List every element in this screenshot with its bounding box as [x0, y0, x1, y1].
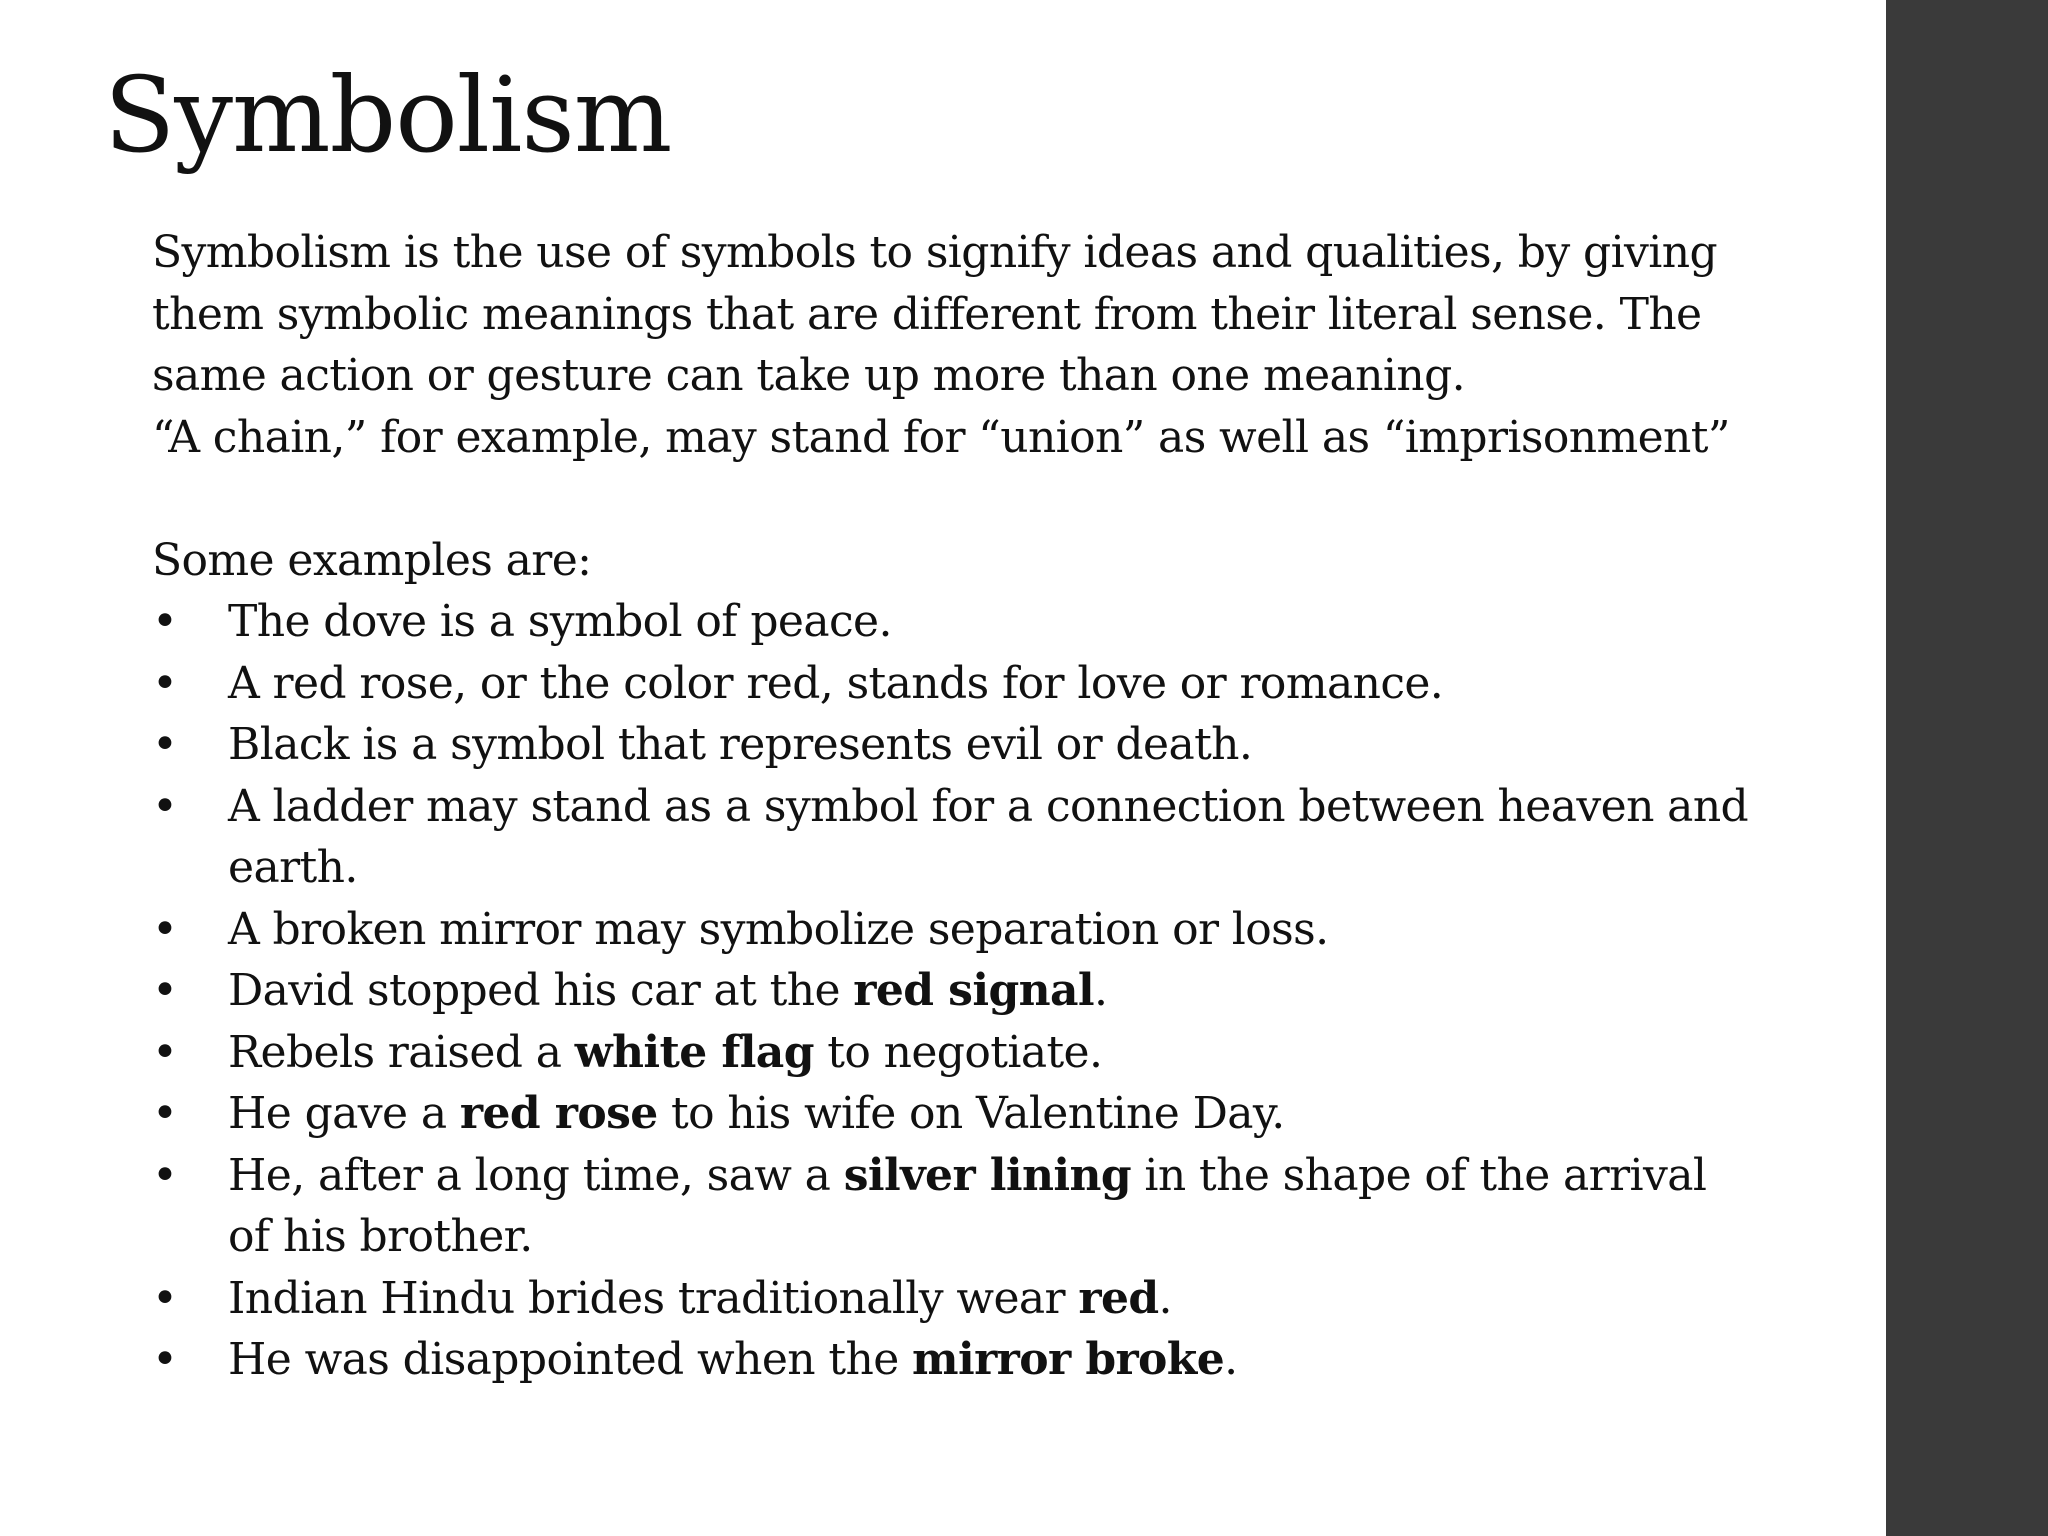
- list-item: [152, 653, 1872, 715]
- item-text: Indian Hindu brides traditionally wear: [228, 1272, 1079, 1324]
- definition-line: them symbolic meanings that are different from their literal sense. The: [152, 288, 1702, 340]
- definition-paragraph: [152, 222, 1872, 468]
- list-item: [152, 591, 1872, 653]
- item-line: [228, 899, 1872, 961]
- slide-content: [152, 222, 1872, 1391]
- item-line: [228, 1268, 1872, 1330]
- bullet-icon: •: [152, 657, 178, 709]
- bullet-icon: •: [152, 1088, 178, 1139]
- item-line: [228, 960, 1872, 1022]
- emphasized-term: red rose: [459, 1088, 658, 1139]
- bullet-icon: •: [152, 596, 178, 647]
- slide-title: Symbolism: [104, 54, 672, 176]
- bullet-icon: •: [152, 1149, 178, 1201]
- item-line: [228, 1206, 1872, 1268]
- list-item: [152, 714, 1872, 776]
- item-text: .: [1158, 1272, 1172, 1324]
- emphasized-term: silver lining: [843, 1149, 1132, 1201]
- list-item: [152, 776, 1872, 899]
- item-text: David stopped his car at the: [228, 965, 854, 1016]
- definition-line: Symbolism is the use of symbols to signify ideas and qualities, by giving: [152, 227, 1718, 278]
- list-item: [152, 1083, 1872, 1145]
- list-item: [152, 1268, 1872, 1330]
- item-text: to his wife on Valentine Day.: [657, 1088, 1285, 1139]
- list-item: [152, 960, 1872, 1022]
- item-text: .: [1094, 965, 1108, 1016]
- emphasized-term: white flag: [574, 1026, 814, 1078]
- bullet-icon: •: [152, 903, 178, 955]
- list-item: [152, 1022, 1872, 1084]
- item-line: [228, 776, 1872, 838]
- item-line: [228, 837, 1872, 899]
- item-text: Black is a symbol that represents evil or death.: [228, 719, 1253, 770]
- item-text: He, after a long time, saw a: [228, 1149, 844, 1201]
- examples-intro: Some examples are:: [152, 534, 592, 586]
- bullet-icon: •: [152, 719, 178, 770]
- emphasized-term: red signal: [853, 965, 1095, 1016]
- emphasized-term: mirror broke: [912, 1334, 1225, 1385]
- item-text: He was disappointed when the: [228, 1334, 913, 1385]
- bullet-icon: •: [152, 1272, 178, 1324]
- item-line: [228, 653, 1872, 715]
- item-text: .: [1224, 1334, 1238, 1385]
- bullet-icon: •: [152, 780, 178, 832]
- list-item: [152, 899, 1872, 961]
- definition-line: same action or gesture can take up more than one meaning.: [152, 350, 1466, 401]
- item-text: to negotiate.: [813, 1026, 1103, 1078]
- item-text: A red rose, or the color red, stands for love or romance.: [228, 657, 1444, 709]
- item-line: [228, 591, 1872, 653]
- item-line: [228, 714, 1872, 776]
- item-text: He gave a: [228, 1088, 460, 1139]
- list-item: [152, 1145, 1872, 1268]
- item-text: A ladder may stand as a symbol for a connection between heaven and: [228, 780, 1749, 832]
- item-text: Rebels raised a: [228, 1026, 575, 1078]
- examples-list: [152, 591, 1872, 1391]
- emphasized-term: red: [1078, 1272, 1159, 1324]
- bullet-icon: •: [152, 1334, 178, 1385]
- list-item: [152, 1329, 1872, 1391]
- item-text: earth.: [228, 842, 358, 893]
- item-text: The dove is a symbol of peace.: [228, 596, 892, 647]
- item-line: [228, 1022, 1872, 1084]
- bullet-icon: •: [152, 965, 178, 1016]
- item-line: [228, 1145, 1872, 1207]
- item-text: A broken mirror may symbolize separation or loss.: [228, 903, 1329, 955]
- item-line: [228, 1083, 1872, 1145]
- definition-line: “A chain,” for example, may stand for “union” as well as “imprisonment”: [152, 411, 1730, 463]
- bullet-icon: •: [152, 1026, 178, 1078]
- item-text: in the shape of the arrival: [1131, 1149, 1707, 1201]
- item-text: of his brother.: [228, 1211, 533, 1262]
- item-line: [228, 1329, 1872, 1391]
- slide-side-bar: [1886, 0, 2048, 1536]
